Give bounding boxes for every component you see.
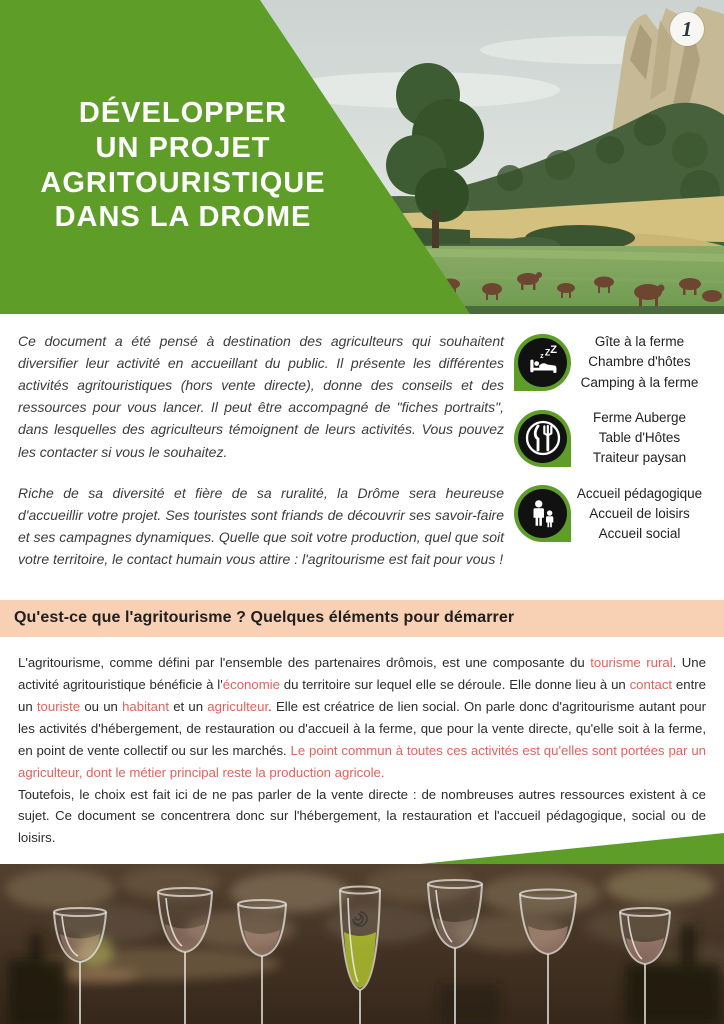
section-heading: Qu'est-ce que l'agritourisme ? Quelques éléments pour démarrer (14, 609, 515, 627)
body-paragraph-1: L'agritourisme, comme défini par l'ensemble des partenaires drômois, est une composante du tourisme rural. Une activité agritouristique bénéficie à l'économie du territoire sur lequel elle se déroule. Elle donne lieu à un contact entre un touriste ou un habitant et un agriculteur. Elle est créatrice de lien social. On parle donc d'agritourisme autant pour les activités d'hébergement, de restauration ou d'accueil à la ferme, que pour la vente directe, qu'elle soit à la ferme, en point de vente collectif ou sur les marchés. Le point commun à toutes ces activités est qu'elles sont portées par un agriculteur, dont le métier principal reste la production agricole. (18, 655, 706, 780)
svg-text:Z: Z (549, 344, 557, 357)
lodging-labels (571, 332, 708, 393)
cutlery-icon (514, 410, 571, 467)
activity-label: Table d'Hôtes (598, 430, 681, 445)
wine-glasses-photo (0, 864, 724, 1024)
activity-label: Accueil social (598, 526, 681, 541)
footer (0, 833, 724, 1024)
body-paragraph-2: Toutefois, le choix est fait ici de ne pas parler de la vente directe : de nombreuses autres ressources existent à ce sujet. Ce document se concentrera donc sur l'hébergement, la restauration et l'accueil pédagogique, social ou de loisirs. (18, 786, 706, 846)
bed-icon (514, 334, 571, 391)
activity-row-lodging (514, 332, 708, 393)
svg-text:Z: Z (544, 347, 550, 358)
intro-section (0, 314, 724, 589)
restaurant-labels (571, 408, 708, 469)
hero-header (0, 0, 724, 314)
activity-label: Ferme Auberge (592, 409, 687, 425)
intro-paragraph-2: Riche de sa diversité et fière de sa ruralité, la Drôme sera heureuse d'accueillir votre projet. Ses touristes sont friands de découvrir ses savoir-faire et ses campagnes dynamiques. Quelle que soit votre production, quel que soit votre territoire, le contact humain vous attire : l'agritourisme est fait pour vous ! (18, 484, 504, 567)
page-title (0, 96, 366, 235)
family-icon (514, 485, 571, 542)
activity-row-restaurant (514, 408, 708, 469)
activity-label: Traiteur paysan (592, 450, 687, 466)
activities-legend (514, 330, 708, 589)
title-line-3: AGRITOURISTIQUE (40, 166, 326, 199)
activity-label: Camping à la ferme (580, 374, 699, 390)
intro-text (18, 330, 504, 589)
activity-label: Chambre d'hôtes (588, 354, 691, 370)
intro-paragraph-1: Ce document a été pensé à destination des agriculteurs qui souhaitent diversifier leur activité en accueillant du public. Il présente les différentes activités agritouristiques (hors vente directe), donne des conseils et des ressources pour vous lancer. Il peut être accompagné de "fiches portraits", dans lesquelles des agriculteurs témoignent de leurs activités. Vous pouvez les contacter si vous le souhaitez. (18, 333, 504, 460)
activity-label: Accueil pédagogique (576, 485, 703, 501)
svg-text:z: z (539, 353, 544, 361)
title-line-2: UN PROJET (95, 131, 271, 164)
activity-label: Gîte à la ferme (594, 334, 685, 349)
welcome-labels (571, 484, 708, 545)
page-number: 1 (681, 16, 693, 41)
title-line-4: DANS LA DROME (54, 201, 312, 234)
section-banner (0, 600, 724, 637)
page-number-badge (670, 12, 704, 46)
title-line-1: DÉVELOPPER (78, 97, 288, 129)
green-triangle (0, 833, 724, 864)
activity-row-welcome (514, 484, 708, 545)
activity-label: Accueil de loisirs (589, 505, 690, 521)
